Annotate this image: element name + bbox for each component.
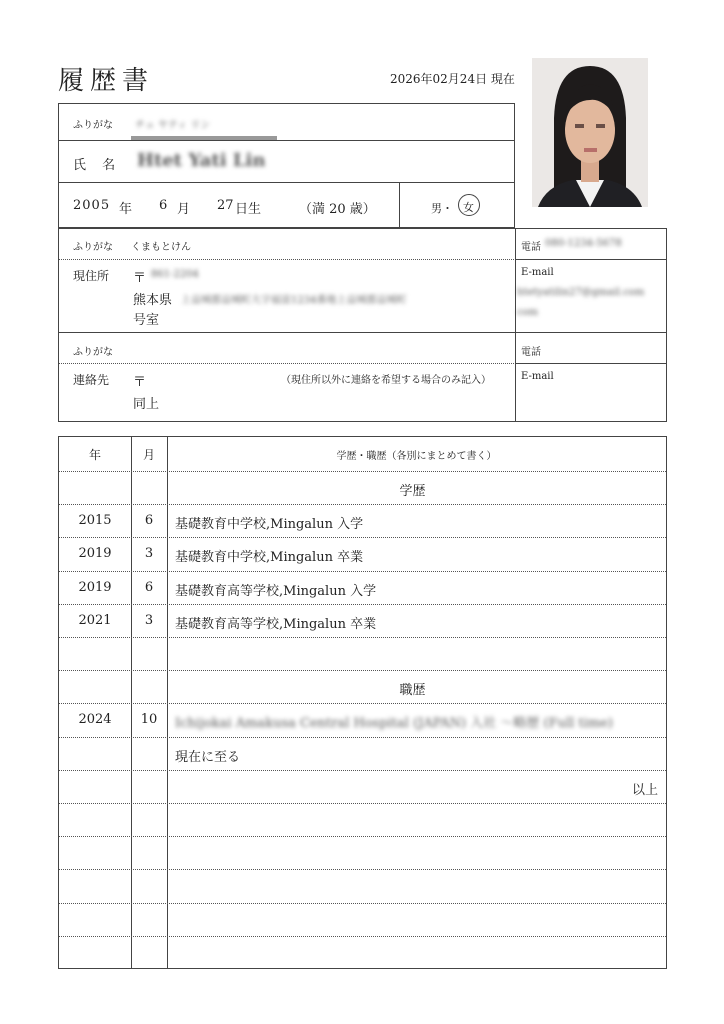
contact-phone-label: 電話: [521, 347, 541, 358]
contact-email-label: E-mail: [521, 371, 554, 382]
address-box: [58, 228, 667, 422]
portrait-image: [532, 58, 648, 207]
history-year: 2015: [78, 513, 112, 529]
address-line1-prefix: 熊本県: [133, 293, 173, 308]
history-row-line: [59, 637, 666, 638]
history-year: 2019: [78, 579, 112, 595]
document-title: 履歴書: [58, 66, 155, 96]
address-phone-label: 電話: [521, 242, 541, 253]
address-postal-code: 861-2204: [151, 269, 199, 280]
history-content: 基礎教育高等学校,Mingalun 入学: [175, 583, 377, 599]
history-col-year: 年: [88, 448, 101, 462]
birth-day: 27: [217, 198, 234, 213]
history-month: 10: [140, 712, 158, 728]
history-row-line: [59, 670, 666, 671]
birth-month-unit: 月: [177, 202, 191, 217]
history-content: 職歴: [399, 683, 426, 699]
name-value: Htet Yati Lin: [137, 150, 266, 171]
address-line1-rest: 上益城郡益城町大字福富1234番地上益城郡益城町: [181, 295, 407, 306]
age-text: （満 20 歳）: [299, 202, 376, 217]
gender-female: 女: [463, 201, 474, 214]
history-table: [58, 436, 667, 969]
id-photo: [532, 58, 648, 207]
birth-year-unit: 年: [119, 202, 133, 217]
gender-male: 男・: [431, 202, 453, 215]
address-label: 現住所: [73, 269, 110, 283]
history-month: 6: [144, 513, 154, 529]
history-content: 学歴: [399, 484, 426, 499]
history-row-line: [59, 571, 666, 572]
name-label: 氏 名: [73, 158, 122, 173]
history-content: 基礎教育中学校,Mingalun 入学: [175, 517, 364, 533]
history-row-line: [59, 737, 666, 738]
furigana-label: ふりがな: [73, 120, 113, 131]
history-content: 以上: [631, 782, 658, 798]
furigana-underline: [131, 136, 277, 140]
address-phone-value: 080-1234-5678: [545, 238, 622, 249]
history-row-line: [59, 936, 666, 937]
address-email-label: E-mail: [521, 267, 554, 278]
history-row-line: [59, 903, 666, 904]
furigana-value: チュ ヤティ リン: [135, 120, 211, 131]
history-row-line: [59, 836, 666, 837]
history-row-line: [59, 803, 666, 804]
history-row-line: [59, 604, 666, 605]
history-content: 基礎教育高等学校,Mingalun 卒業: [175, 616, 377, 632]
history-row-line: [59, 504, 666, 505]
history-month: 3: [144, 612, 154, 628]
history-content: Ichijokai Amakusa Central Hospital (JAPAN) 入社 〜略歴 (Full time): [175, 716, 613, 732]
address-email-value-2: com: [517, 307, 539, 318]
history-row-line: [59, 703, 666, 704]
history-year: 2019: [78, 546, 112, 562]
contact-furigana-label: ふりがな: [73, 347, 113, 358]
history-year: 2024: [78, 712, 112, 728]
contact-same: 同上: [133, 397, 160, 412]
history-year: 2021: [78, 612, 112, 628]
history-content: 現在に至る: [175, 749, 241, 765]
address-postal-mark: 〒: [133, 271, 147, 286]
history-month: 6: [144, 579, 154, 595]
address-furigana-label: ふりがな: [73, 242, 113, 253]
history-content: 基礎教育中学校,Mingalun 卒業: [175, 550, 364, 566]
address-email-value: htetyatilin27@gmail.com: [517, 287, 645, 298]
history-row-line: [59, 537, 666, 538]
address-line2: 号室: [133, 313, 160, 328]
birth-month: 6: [159, 198, 168, 213]
history-row-line: [59, 471, 666, 472]
history-month: 3: [144, 546, 154, 562]
history-col-month: 月: [142, 448, 155, 462]
document-date: 2026年02月24日 現在: [390, 72, 515, 86]
personal-info-box: [58, 103, 515, 228]
contact-postal-mark: 〒: [133, 375, 147, 390]
birth-year: 2005: [73, 198, 111, 213]
contact-note: （現住所以外に連絡を希望する場合のみ記入）: [281, 375, 491, 386]
history-row-line: [59, 770, 666, 771]
birth-day-unit: 日生: [235, 202, 262, 217]
address-furigana-value: くまもとけん: [131, 242, 191, 253]
contact-label: 連絡先: [73, 373, 110, 387]
history-col-content: 学歴・職歴（各別にまとめて書く）: [336, 451, 497, 462]
history-row-line: [59, 869, 666, 870]
